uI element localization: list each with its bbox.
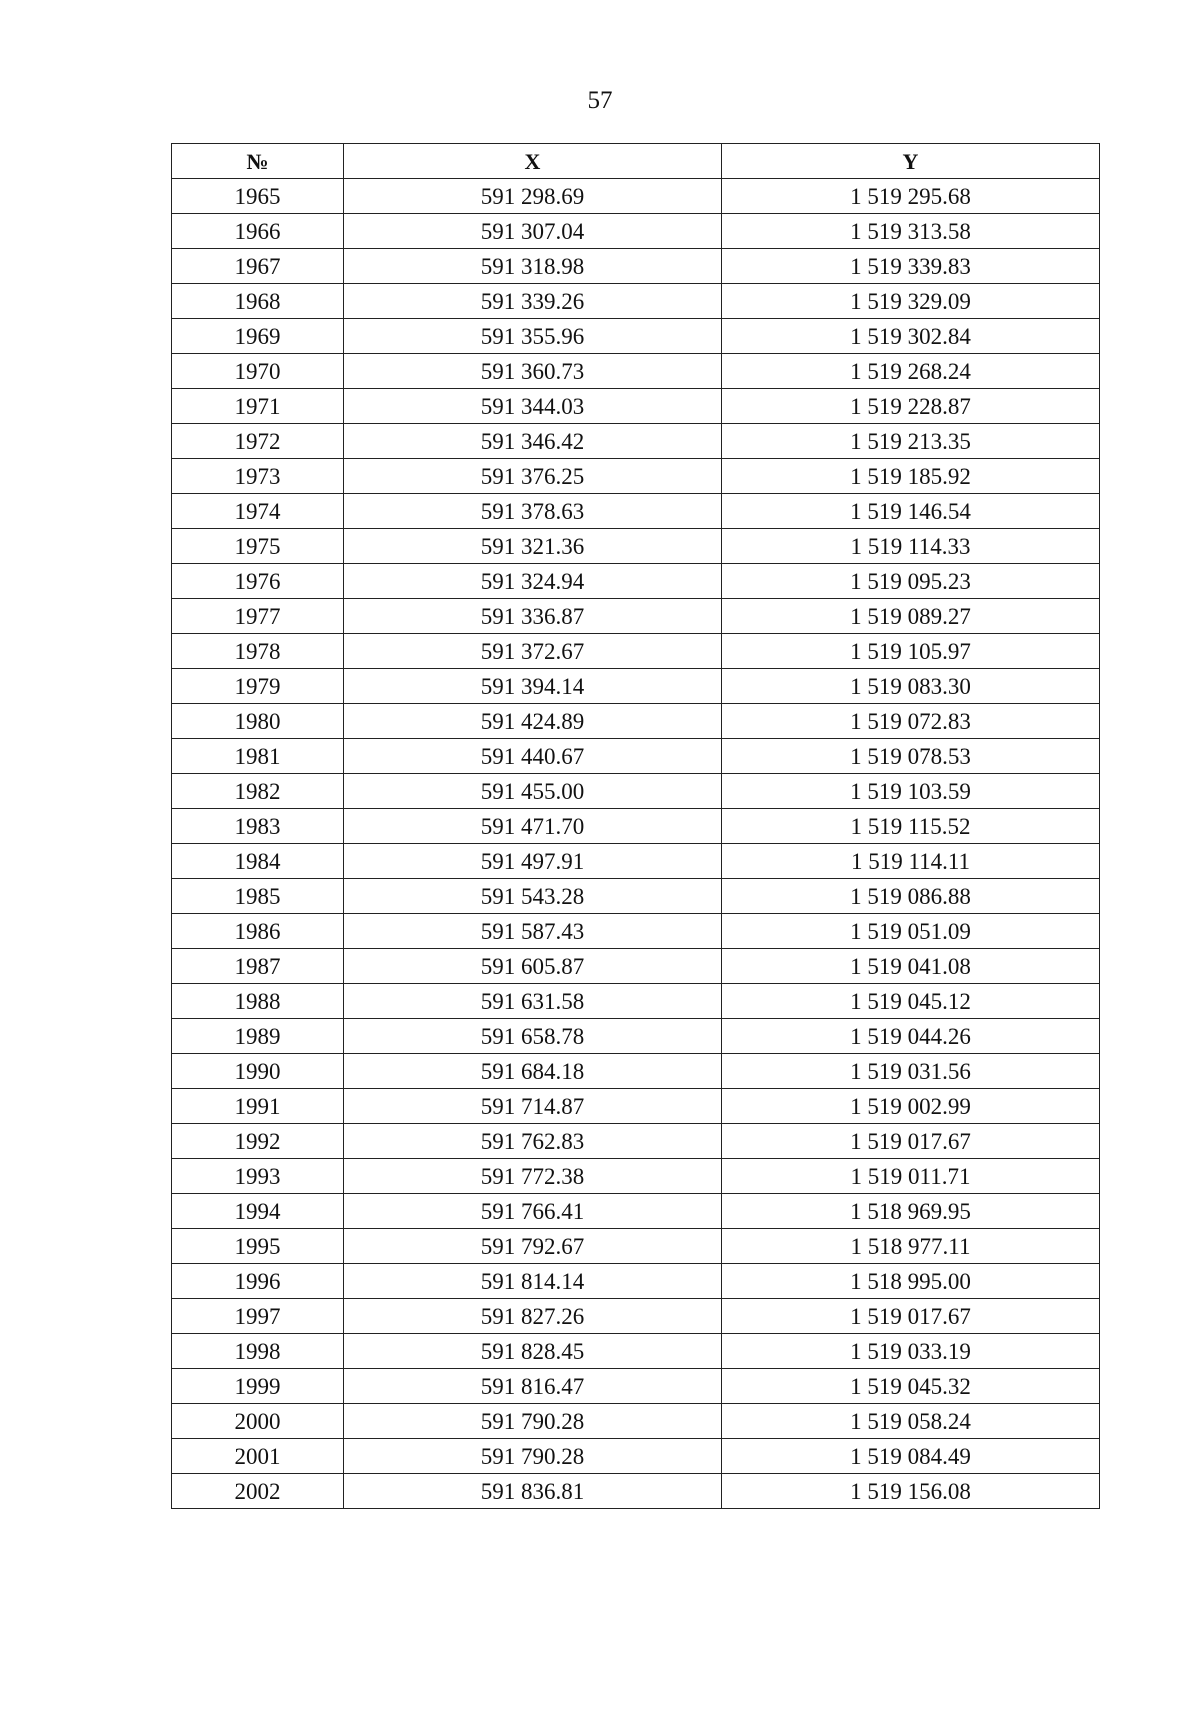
cell-y: 1 519 115.52 [722,809,1100,844]
cell-number: 2000 [172,1404,344,1439]
cell-number: 1984 [172,844,344,879]
cell-number: 1999 [172,1369,344,1404]
cell-number: 1996 [172,1264,344,1299]
cell-x: 591 360.73 [344,354,722,389]
header-number: № [172,144,344,179]
cell-y: 1 519 302.84 [722,319,1100,354]
cell-y: 1 519 011.71 [722,1159,1100,1194]
cell-number: 1968 [172,284,344,319]
cell-x: 591 471.70 [344,809,722,844]
cell-x: 591 816.47 [344,1369,722,1404]
cell-number: 1971 [172,389,344,424]
cell-number: 1979 [172,669,344,704]
cell-number: 1980 [172,704,344,739]
cell-y: 1 519 033.19 [722,1334,1100,1369]
cell-x: 591 372.67 [344,634,722,669]
table-row [172,634,1100,669]
table-row [172,1019,1100,1054]
cell-number: 1967 [172,249,344,284]
table-row [172,1299,1100,1334]
cell-x: 591 543.28 [344,879,722,914]
cell-x: 591 587.43 [344,914,722,949]
table-row [172,284,1100,319]
cell-y: 1 519 031.56 [722,1054,1100,1089]
cell-number: 1988 [172,984,344,1019]
cell-x: 591 336.87 [344,599,722,634]
cell-x: 591 346.42 [344,424,722,459]
cell-y: 1 519 228.87 [722,389,1100,424]
table-row [172,1124,1100,1159]
cell-x: 591 378.63 [344,494,722,529]
cell-number: 2002 [172,1474,344,1509]
table-row [172,739,1100,774]
cell-number: 1995 [172,1229,344,1264]
table-body [172,179,1100,1509]
cell-number: 1972 [172,424,344,459]
cell-x: 591 814.14 [344,1264,722,1299]
table-row [172,1089,1100,1124]
cell-number: 2001 [172,1439,344,1474]
table-row [172,249,1100,284]
cell-x: 591 298.69 [344,179,722,214]
table-row [172,1194,1100,1229]
cell-number: 1983 [172,809,344,844]
cell-number: 1987 [172,949,344,984]
table-row [172,529,1100,564]
cell-y: 1 519 156.08 [722,1474,1100,1509]
cell-y: 1 519 041.08 [722,949,1100,984]
cell-number: 1969 [172,319,344,354]
cell-y: 1 519 089.27 [722,599,1100,634]
cell-y: 1 518 995.00 [722,1264,1100,1299]
cell-y: 1 519 213.35 [722,424,1100,459]
cell-x: 591 772.38 [344,1159,722,1194]
cell-y: 1 519 044.26 [722,1019,1100,1054]
cell-y: 1 519 103.59 [722,774,1100,809]
cell-y: 1 519 051.09 [722,914,1100,949]
header-x: X [344,144,722,179]
cell-y: 1 519 045.12 [722,984,1100,1019]
cell-x: 591 339.26 [344,284,722,319]
cell-number: 1994 [172,1194,344,1229]
table-row [172,389,1100,424]
cell-y: 1 519 268.24 [722,354,1100,389]
cell-x: 591 790.28 [344,1404,722,1439]
table-row [172,774,1100,809]
table-row [172,984,1100,1019]
cell-number: 1974 [172,494,344,529]
cell-y: 1 519 329.09 [722,284,1100,319]
table-row [172,424,1100,459]
table-row [172,1159,1100,1194]
cell-number: 1990 [172,1054,344,1089]
table-row [172,1439,1100,1474]
header-y: Y [722,144,1100,179]
cell-x: 591 355.96 [344,319,722,354]
table-row [172,669,1100,704]
table-row [172,319,1100,354]
cell-x: 591 714.87 [344,1089,722,1124]
table-row [172,1264,1100,1299]
cell-number: 1973 [172,459,344,494]
cell-x: 591 631.58 [344,984,722,1019]
table-row [172,844,1100,879]
cell-number: 1998 [172,1334,344,1369]
page-number: 57 [587,87,613,114]
cell-number: 1991 [172,1089,344,1124]
table-row [172,914,1100,949]
cell-number: 1985 [172,879,344,914]
cell-number: 1989 [172,1019,344,1054]
cell-x: 591 394.14 [344,669,722,704]
cell-x: 591 324.94 [344,564,722,599]
cell-x: 591 440.67 [344,739,722,774]
cell-y: 1 519 083.30 [722,669,1100,704]
table-row [172,879,1100,914]
cell-number: 1975 [172,529,344,564]
cell-y: 1 519 105.97 [722,634,1100,669]
table-row [172,1404,1100,1439]
cell-y: 1 519 095.23 [722,564,1100,599]
cell-y: 1 519 185.92 [722,459,1100,494]
cell-number: 1982 [172,774,344,809]
table-row [172,214,1100,249]
cell-x: 591 828.45 [344,1334,722,1369]
cell-x: 591 766.41 [344,1194,722,1229]
cell-y: 1 518 969.95 [722,1194,1100,1229]
cell-number: 1977 [172,599,344,634]
cell-number: 1992 [172,1124,344,1159]
cell-y: 1 519 045.32 [722,1369,1100,1404]
cell-number: 1993 [172,1159,344,1194]
cell-number: 1986 [172,914,344,949]
cell-y: 1 519 295.68 [722,179,1100,214]
cell-y: 1 519 058.24 [722,1404,1100,1439]
table-row [172,599,1100,634]
cell-x: 591 497.91 [344,844,722,879]
table-row [172,1334,1100,1369]
cell-y: 1 519 002.99 [722,1089,1100,1124]
cell-number: 1965 [172,179,344,214]
cell-y: 1 519 146.54 [722,494,1100,529]
cell-x: 591 684.18 [344,1054,722,1089]
cell-y: 1 519 114.11 [722,844,1100,879]
cell-x: 591 836.81 [344,1474,722,1509]
table-header-row [172,144,1100,179]
cell-y: 1 518 977.11 [722,1229,1100,1264]
cell-x: 591 321.36 [344,529,722,564]
cell-number: 1981 [172,739,344,774]
cell-y: 1 519 017.67 [722,1299,1100,1334]
table-row [172,459,1100,494]
table-row [172,1369,1100,1404]
cell-number: 1997 [172,1299,344,1334]
coordinates-table [171,143,1100,1509]
cell-x: 591 318.98 [344,249,722,284]
cell-x: 591 762.83 [344,1124,722,1159]
table-row [172,494,1100,529]
cell-y: 1 519 339.83 [722,249,1100,284]
table-row [172,704,1100,739]
cell-x: 591 605.87 [344,949,722,984]
cell-y: 1 519 114.33 [722,529,1100,564]
cell-x: 591 424.89 [344,704,722,739]
cell-y: 1 519 084.49 [722,1439,1100,1474]
table-row [172,1054,1100,1089]
cell-x: 591 790.28 [344,1439,722,1474]
cell-number: 1966 [172,214,344,249]
table-row [172,1474,1100,1509]
cell-y: 1 519 086.88 [722,879,1100,914]
cell-x: 591 455.00 [344,774,722,809]
cell-y: 1 519 017.67 [722,1124,1100,1159]
cell-number: 1976 [172,564,344,599]
table-row [172,564,1100,599]
table-row [172,1229,1100,1264]
cell-x: 591 827.26 [344,1299,722,1334]
cell-number: 1978 [172,634,344,669]
cell-x: 591 376.25 [344,459,722,494]
cell-x: 591 792.67 [344,1229,722,1264]
cell-y: 1 519 313.58 [722,214,1100,249]
cell-number: 1970 [172,354,344,389]
table-row [172,949,1100,984]
cell-x: 591 307.04 [344,214,722,249]
table-row [172,354,1100,389]
cell-y: 1 519 078.53 [722,739,1100,774]
cell-x: 591 344.03 [344,389,722,424]
table-row [172,809,1100,844]
cell-y: 1 519 072.83 [722,704,1100,739]
table-row [172,179,1100,214]
cell-x: 591 658.78 [344,1019,722,1054]
